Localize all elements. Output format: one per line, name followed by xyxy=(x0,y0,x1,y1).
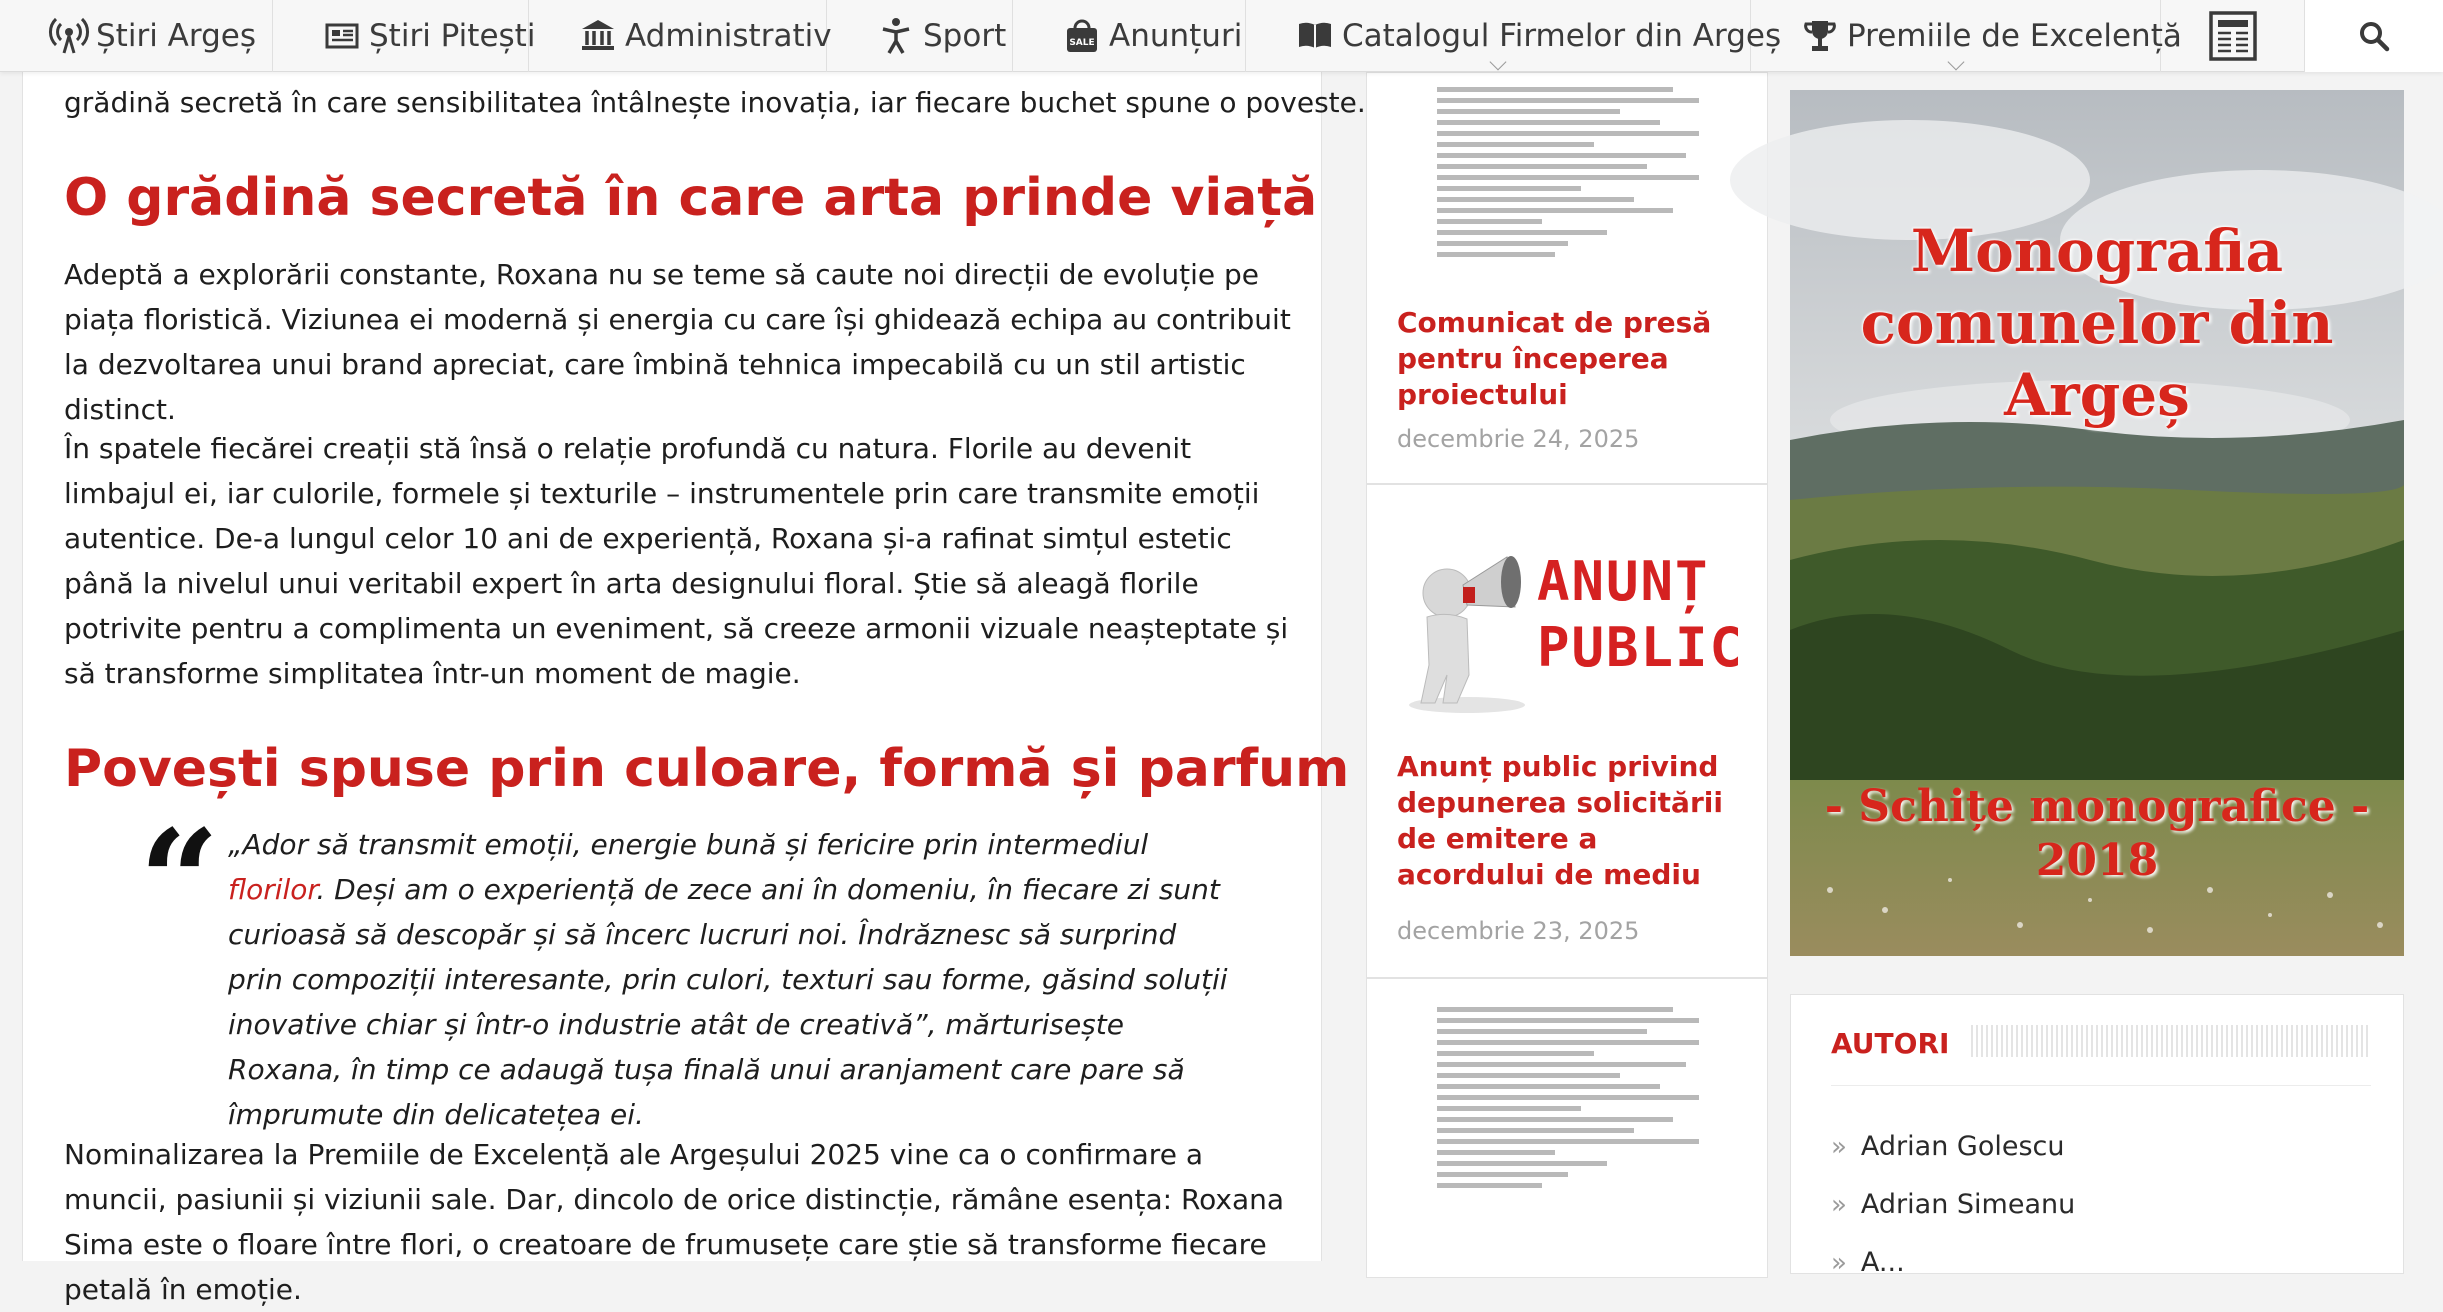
nav-item-administrativ[interactable] xyxy=(529,0,832,72)
widget-title: AUTORI xyxy=(1831,1027,1950,1060)
search-button[interactable] xyxy=(2305,0,2443,72)
article-paragraph: În spatele fiecărei creații stă însă o relație profundă cu natura. Florile au devenit limbajul ei, iar culorile, formele și texturile – instrumentele prin care transmite emoții autentice. De-a lungul celor 10 ani de experiență, Roxana și-a rafinat simțul estetic până la nivelul unui veritabil expert în arta designului floral. Știe să aleagă florile potrivite pentru a complimenta un eveniment, să creeze armonii vizuale neașteptate și să transforme simplitatea într-un moment de magie. xyxy=(64,432,1289,690)
blockquote xyxy=(228,822,1228,1137)
sale-bag-icon xyxy=(1063,15,1101,55)
author-link[interactable]: » Adrian Simeanu xyxy=(1831,1189,2076,1220)
author-link[interactable]: » A... xyxy=(1831,1247,1905,1278)
nav-item-news[interactable] xyxy=(2161,0,2305,72)
post-thumbnail[interactable] xyxy=(1437,73,1699,243)
post-card[interactable] xyxy=(1366,484,1768,978)
article-heading: O grădină secretă în care arta prinde viață xyxy=(64,168,1318,228)
right-sidebar xyxy=(1790,72,2405,1278)
nav-item-catalogul-firmelor[interactable] xyxy=(1246,0,1782,72)
radio-tower-icon xyxy=(50,15,88,55)
nav-item-anunturi[interactable] xyxy=(1013,0,1246,72)
nav-label: Sport xyxy=(923,18,1007,54)
article-content xyxy=(22,72,1366,1306)
nav-label: Știri Argeș xyxy=(96,18,256,54)
article-paragraph: grădină secretă în care sensibilitatea întâlnește inovația, iar fiecare buchet spune o poveste. xyxy=(64,86,1366,119)
nav-label: Premiile de Excelență xyxy=(1847,18,2182,54)
open-book-icon xyxy=(1296,15,1334,55)
post-card[interactable] xyxy=(1366,72,1768,484)
nav-item-sport[interactable] xyxy=(827,0,1013,72)
thumbnail-text: PUBLIC xyxy=(1537,616,1745,679)
banner-subtitle: 2018 xyxy=(2035,835,2159,886)
nav-label: Știri Pitești xyxy=(369,18,536,54)
author-link[interactable]: » Adrian Golescu xyxy=(1831,1131,2065,1162)
thumbnail-text: ANUNȚ xyxy=(1537,550,1710,613)
trophy-icon xyxy=(1801,15,1839,55)
svg-text:SALE: SALE xyxy=(1069,38,1095,48)
chevron-down-icon xyxy=(1947,54,1964,71)
nav-item-premiile-de-excelenta[interactable] xyxy=(1751,0,2182,72)
recent-posts-column xyxy=(1366,72,1768,1261)
post-thumbnail[interactable] xyxy=(1397,515,1745,715)
article-heading: Povești spuse prin culoare, formă și parfum xyxy=(64,739,1350,799)
quote-mark-icon: “ xyxy=(139,800,220,964)
megaphone-figure-icon xyxy=(1397,515,1537,715)
quote-link[interactable]: florilor xyxy=(228,873,317,906)
monografia-banner[interactable] xyxy=(1790,90,2404,956)
double-chevron-right-icon: » xyxy=(1831,1247,1847,1278)
nav-item-stiri-pitesti[interactable] xyxy=(273,0,536,72)
newspaper-large-icon xyxy=(2208,10,2258,62)
banner-title: comunelor din Argeș xyxy=(1860,289,2334,429)
post-title-link[interactable]: Comunicat de presă pentru începerea proiectului xyxy=(1397,306,1712,411)
double-chevron-right-icon: » xyxy=(1831,1189,1847,1220)
post-card[interactable] xyxy=(1366,978,1768,1278)
quote-text: „Ador să transmit emoții, energie bună și fericire prin intermediul xyxy=(228,828,1149,861)
banner-subtitle: - Schițe monografice - xyxy=(1824,781,2370,832)
search-icon xyxy=(2358,20,2390,52)
quote-text: . Deși am o experiență de zece ani în domeniu, în fiecare zi sunt curioasă să descopăr și să încerc lucruri noi. Îndrăznesc să surprind prin compoziții interesante, prin culori, texturi sau forme, găsind soluții inovative chiar și într-o industrie atât de creativă”, mărturisește Roxana, în timp ce adaugă tușa finală unui aranjament care pare să împrumute din delicatețea ei. xyxy=(228,873,1228,1131)
nav-label: Anunțuri xyxy=(1109,18,1243,54)
divider xyxy=(1831,1085,2371,1086)
article-paragraph: Adeptă a explorării constante, Roxana nu se teme să caute noi direcții de evoluție pe piața floristică. Viziunea ei modernă și energia cu care își ghidează echipa au contribuit la dezvoltarea unui brand apreciat, care îmbină tehnica impecabilă cu un stil artistic distinct. xyxy=(64,258,1291,426)
double-chevron-right-icon: » xyxy=(1831,1131,1847,1162)
person-icon xyxy=(877,15,915,55)
post-date: decembrie 23, 2025 xyxy=(1397,917,1640,945)
widget-title-decoration xyxy=(1971,1025,2371,1057)
banner-title: Monografia xyxy=(1910,217,2284,285)
institution-icon xyxy=(579,15,617,55)
nav-item-stiri-arges[interactable] xyxy=(0,0,273,72)
post-thumbnail[interactable] xyxy=(1437,1007,1699,1217)
authors-widget xyxy=(1790,994,2404,1278)
nav-label: Catalogul Firmelor din Argeș xyxy=(1342,18,1782,54)
post-date: decembrie 24, 2025 xyxy=(1397,425,1640,453)
newspaper-icon xyxy=(323,15,361,55)
top-navigation xyxy=(0,0,2443,72)
chevron-down-icon xyxy=(1490,54,1507,71)
post-title-link[interactable]: Anunț public privind depunerea solicitării de emitere a acordului de mediu xyxy=(1397,750,1723,891)
article-paragraph: Nominalizarea la Premiile de Excelență ale Argeșului 2025 vine ca o confirmare a muncii, pasiunii și viziunii sale. Dar, dincolo de orice distincție, rămâne esența: Roxana Sima este o floare între flori, o creatoare de frumusețe care știe să transforme fiecare petală în emoție. xyxy=(64,1138,1285,1306)
nav-label: Administrativ xyxy=(625,18,832,54)
